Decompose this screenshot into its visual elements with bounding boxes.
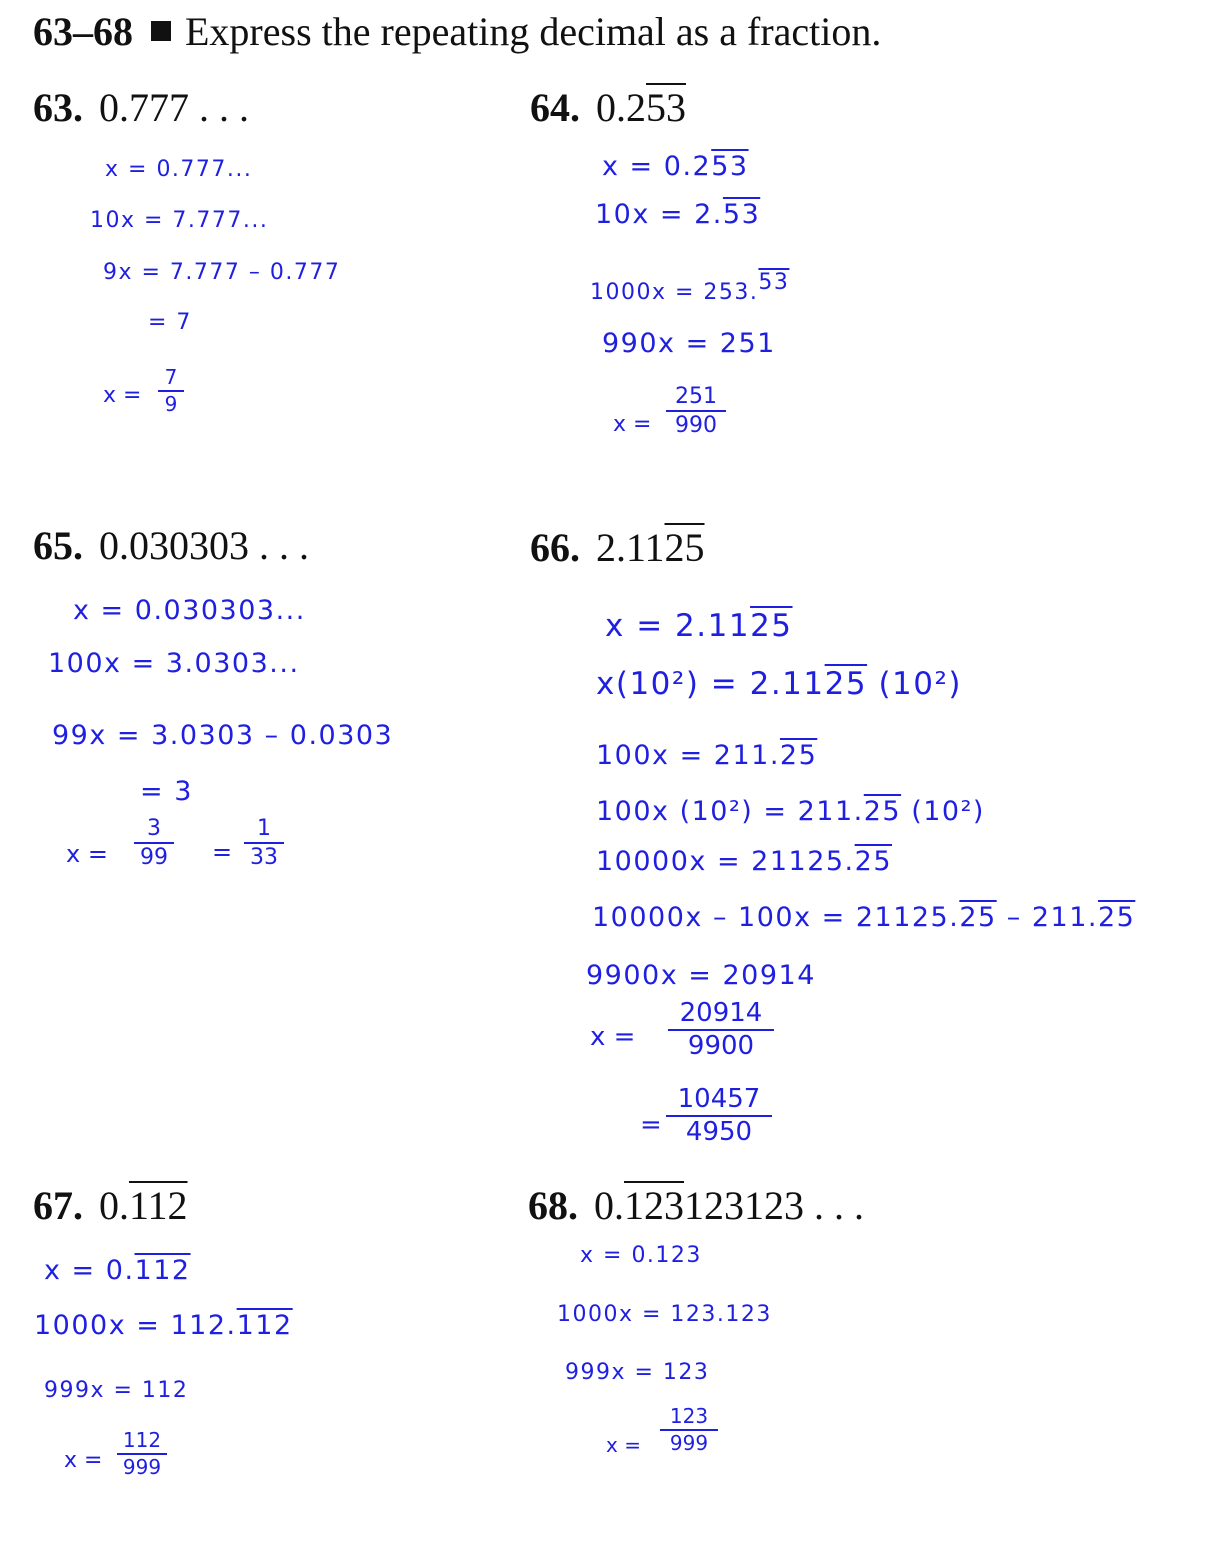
denominator: 9900 [687, 1031, 755, 1062]
problem-value: 0.2 [596, 85, 646, 130]
problem-value: 0. [594, 1183, 624, 1228]
final-lhs: x = [613, 412, 652, 437]
problem-number: 64. [530, 85, 580, 130]
final-fraction [666, 385, 726, 437]
work-line: x = 2.1125 [605, 608, 793, 644]
simplified-fraction [666, 1086, 772, 1147]
work-line: 9x = 7.777 – 0.777 [103, 260, 341, 285]
work-line: 100x = 211.25 [596, 740, 818, 771]
problem-63 [33, 84, 249, 131]
denominator: 33 [250, 845, 278, 871]
work-line: 100x = 3.0303... [48, 648, 300, 679]
numerator: 251 [675, 384, 717, 409]
problem-value: 2.11 [596, 525, 665, 570]
equals-sign: = [212, 838, 233, 866]
repeating-digits: 53 [646, 85, 686, 130]
work-line: 999x = 112 [44, 1378, 189, 1403]
denominator: 999 [122, 1455, 162, 1479]
numerator: 10457 [677, 1084, 761, 1114]
problem-68 [528, 1182, 864, 1229]
numerator: 112 [122, 1428, 162, 1452]
fraction-bar [666, 410, 726, 412]
work-line: x = 0.777... [105, 157, 253, 182]
problem-number: 66. [530, 525, 580, 570]
simplified-fraction [244, 817, 284, 869]
work-line: x(10²) = 2.1125 (10²) [596, 666, 962, 702]
equals-sign: = [640, 1110, 662, 1140]
work-line: = 3 [140, 776, 193, 807]
fraction-bar [244, 842, 284, 844]
work-line: 1000x = 123.123 [557, 1302, 772, 1327]
final-lhs: x = [590, 1022, 636, 1052]
exercise-range: 63–68 [33, 9, 133, 54]
final-fraction [158, 367, 184, 415]
denominator: 999 [669, 1431, 709, 1455]
final-fraction [134, 817, 174, 869]
work-line: 100x (10²) = 211.25 (10²) [596, 796, 985, 827]
problem-65 [33, 522, 309, 569]
work-line: x = 0.253 [602, 151, 749, 182]
square-bullet-icon [151, 21, 171, 41]
work-line: 990x = 251 [602, 328, 776, 359]
problem-value: 0.777 . . . [99, 85, 249, 130]
work-line: x = 0.030303... [73, 595, 306, 626]
problem-number: 68. [528, 1183, 578, 1228]
repeating-digits: 123 [624, 1183, 684, 1228]
final-lhs: x = [606, 1433, 641, 1457]
work-line: 1000x = 253.53 [590, 270, 790, 305]
problem-66 [530, 524, 705, 571]
problem-value: 0.030303 . . . [99, 523, 309, 568]
final-fraction [117, 1430, 167, 1478]
final-lhs: x = [64, 1448, 103, 1473]
work-line: x = 0.112 [44, 1255, 191, 1286]
numerator: 1 [257, 816, 271, 841]
problem-number: 65. [33, 523, 83, 568]
repeating-digits: 25 [664, 525, 705, 570]
work-line: 10000x – 100x = 21125.25 – 211.25 [592, 902, 1136, 933]
numerator: 3 [147, 816, 161, 841]
problem-67 [33, 1182, 188, 1229]
final-fraction [660, 1406, 718, 1454]
numerator: 7 [164, 365, 178, 389]
final-fraction [668, 1000, 774, 1061]
instruction-text: Express the repeating decimal as a fraction. [185, 9, 882, 54]
work-line: x = 0.123 [580, 1243, 702, 1268]
work-line: 10000x = 21125.25 [596, 846, 892, 877]
work-line: 99x = 3.0303 – 0.0303 [52, 720, 394, 751]
problem-number: 67. [33, 1183, 83, 1228]
work-line: = 7 [148, 310, 192, 335]
problem-number: 63. [33, 85, 83, 130]
repeating-digits: 112 [129, 1183, 188, 1228]
section-header [33, 8, 881, 55]
final-lhs: x = [66, 840, 108, 868]
denominator: 99 [140, 845, 168, 871]
work-line: 10x = 7.777... [90, 208, 269, 233]
final-lhs: x = [103, 383, 142, 408]
denominator: 9 [164, 392, 178, 416]
denominator: 4950 [685, 1117, 753, 1148]
fraction-bar [134, 842, 174, 844]
work-line: 1000x = 112.112 [34, 1310, 293, 1341]
numerator: 123 [669, 1404, 709, 1428]
work-line: 999x = 123 [565, 1360, 710, 1385]
problem-value-rest: 123123 . . . [684, 1183, 864, 1228]
work-line: 10x = 2.53 [595, 199, 761, 230]
numerator: 20914 [679, 998, 763, 1028]
problem-value: 0. [99, 1183, 129, 1228]
work-line: 9900x = 20914 [586, 960, 816, 991]
denominator: 990 [675, 413, 717, 439]
problem-64 [530, 84, 686, 131]
